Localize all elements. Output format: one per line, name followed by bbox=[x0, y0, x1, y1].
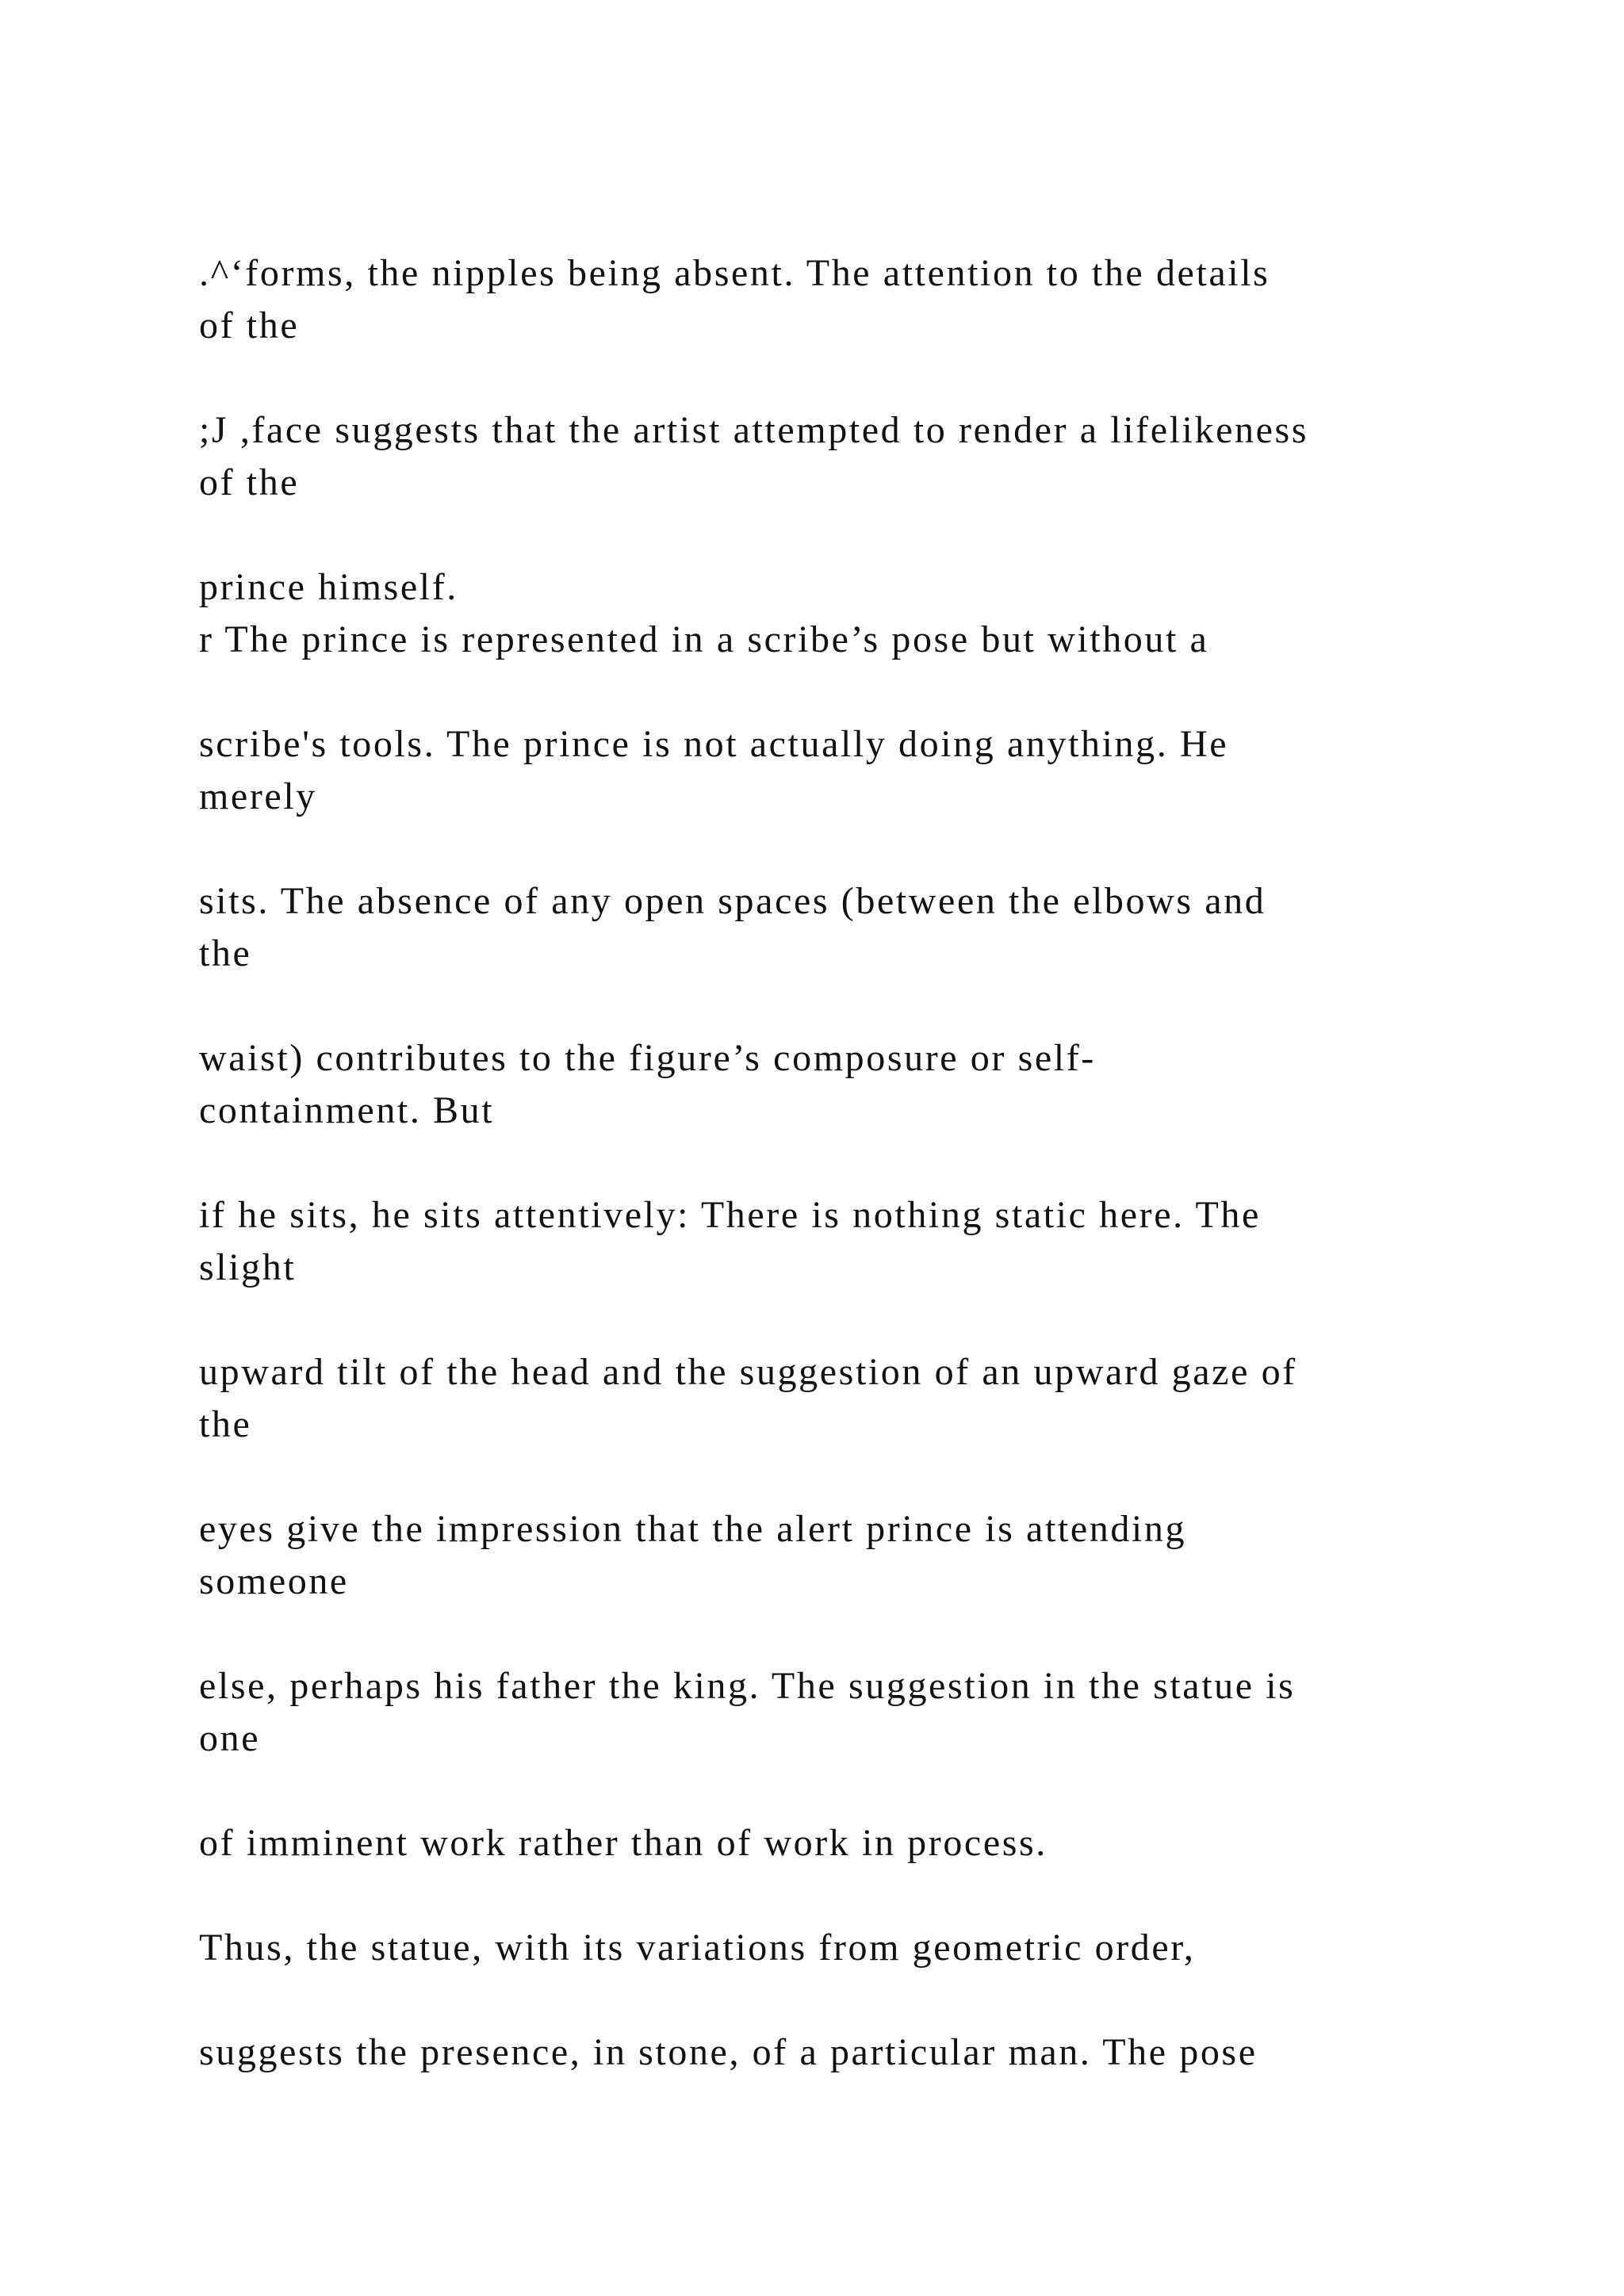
paragraph bbox=[199, 1346, 1452, 1451]
paragraph bbox=[199, 718, 1452, 823]
text-line: eyes give the impression that the alert prince is attending bbox=[199, 1508, 1187, 1550]
paragraph bbox=[199, 1503, 1452, 1608]
paragraph bbox=[199, 1032, 1452, 1137]
text-line: of the bbox=[199, 304, 300, 346]
text-line: of imminent work rather than of work in process. bbox=[199, 1822, 1048, 1864]
text-line: the bbox=[199, 1403, 252, 1445]
paragraph bbox=[199, 247, 1452, 352]
paragraph bbox=[199, 1189, 1452, 1294]
text-line: waist) contributes to the figure’s composure or self- bbox=[199, 1037, 1096, 1079]
text-line: merely bbox=[199, 775, 317, 817]
text-line: Thus, the statue, with its variations from geometric order, bbox=[199, 1927, 1196, 1969]
text-line: the bbox=[199, 932, 252, 974]
paragraph bbox=[199, 1817, 1452, 1869]
text-line: sits. The absence of any open spaces (between the elbows and bbox=[199, 880, 1266, 922]
text-line: prince himself. bbox=[199, 566, 458, 608]
text-line: if he sits, he sits attentively: There is nothing static here. The bbox=[199, 1194, 1261, 1236]
paragraph bbox=[199, 2026, 1452, 2079]
text-line: .^‘forms, the nipples being absent. The attention to the details bbox=[199, 252, 1270, 294]
text-line: suggests the presence, in stone, of a particular man. The pose bbox=[199, 2031, 1258, 2073]
paragraph bbox=[199, 1922, 1452, 1974]
paragraph bbox=[199, 561, 1452, 666]
text-line: ;J ,face suggests that the artist attempted to render a lifelikeness bbox=[199, 409, 1309, 451]
paragraph bbox=[199, 875, 1452, 980]
text-line: else, perhaps his father the king. The suggestion in the statue is bbox=[199, 1665, 1296, 1707]
text-line: one bbox=[199, 1717, 261, 1759]
text-line: of the bbox=[199, 461, 300, 503]
text-line: slight bbox=[199, 1246, 297, 1288]
paragraph bbox=[199, 1660, 1452, 1765]
text-line: someone bbox=[199, 1560, 349, 1602]
document-text bbox=[199, 247, 1452, 2079]
text-line: scribe's tools. The prince is not actually doing anything. He bbox=[199, 723, 1229, 765]
text-line: containment. But bbox=[199, 1089, 495, 1131]
paragraph bbox=[199, 404, 1452, 509]
text-line: upward tilt of the head and the suggestion of an upward gaze of bbox=[199, 1351, 1297, 1393]
text-line: r The prince is represented in a scribe’s pose but without a bbox=[199, 618, 1209, 660]
